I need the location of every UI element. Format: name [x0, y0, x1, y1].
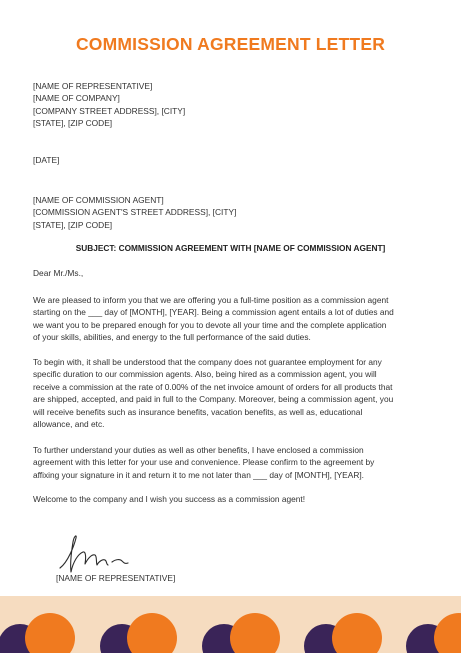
paragraph-line: specific duration to our commission agents. Also, being hired as a commission agent, you will	[33, 369, 377, 380]
paragraph-line: To begin with, it shall be understood that the company does not guarantee employment for any	[33, 357, 382, 367]
paragraph-line: Welcome to the company and I wish you success as a commission agent!	[33, 494, 306, 504]
paragraph-line: allowance, and etc.	[33, 419, 105, 430]
paragraph-line: of your skills, abilities, and energy to the full performance of the said duties.	[33, 332, 311, 343]
body-paragraph-1	[33, 294, 435, 344]
body-paragraph-3	[33, 444, 435, 481]
sender-line: [COMPANY STREET ADDRESS], [CITY]	[33, 105, 186, 116]
paragraph-line: receive a commission at the rate of 0.00% of the net invoice amount of orders for all products that	[33, 381, 393, 392]
recipient-line: [COMMISSION AGENT'S STREET ADDRESS], [CITY]	[33, 207, 237, 218]
sender-line: [NAME OF COMPANY]	[33, 93, 120, 104]
paragraph-line: We are pleased to inform you that we are offering you a full-time position as a commission agent	[33, 295, 389, 305]
sender-address-block	[33, 80, 185, 130]
footer-pattern	[0, 588, 461, 653]
decorative-footer	[0, 588, 461, 653]
paragraph-line: will receive benefits such as insurance benefits, vacation benefits, as well as, educational	[33, 406, 363, 417]
handwritten-signature	[58, 532, 138, 576]
sender-line: [STATE], [ZIP CODE]	[33, 118, 113, 129]
paragraph-line: To further understand your duties as well as other benefits, I have enclosed a commission	[33, 445, 364, 455]
paragraph-line: affixing your signature in it and return it to me not later than ___ day of [MONTH], [YEAR].	[33, 469, 364, 480]
body-paragraph-2	[33, 356, 435, 430]
salutation: Dear Mr./Ms.,	[33, 268, 84, 278]
signature-name: [NAME OF REPRESENTATIVE]	[56, 573, 176, 583]
subject-line: SUBJECT: COMMISSION AGREEMENT WITH [NAME OF COMMISSION AGENT]	[75, 243, 386, 253]
recipient-line: [NAME OF COMMISSION AGENT]	[33, 195, 164, 205]
salutation-block	[33, 267, 83, 279]
recipient-address-block	[33, 194, 236, 231]
paragraph-line: starting on the ___ day of [MONTH], [YEAR]. Being a commission agent entails a lot of duties and	[33, 307, 394, 318]
sender-line: [NAME OF REPRESENTATIVE]	[33, 81, 153, 91]
paragraph-line: we want you to be prepared enough for you to devote all your time and the complete application	[33, 319, 387, 330]
recipient-line: [STATE], [ZIP CODE]	[33, 219, 113, 230]
document-title: COMMISSION AGREEMENT LETTER	[75, 34, 386, 54]
date-block	[33, 154, 59, 166]
paragraph-line: are shipped, accepted, and paid in full to the Company. Moreover, being a commission agent, you	[33, 394, 394, 405]
body-paragraph-4	[33, 493, 435, 505]
letter-date: [DATE]	[33, 155, 60, 165]
paragraph-line: agreement with this letter for your use and convenience. Please confirm to the agreement by	[33, 457, 375, 468]
